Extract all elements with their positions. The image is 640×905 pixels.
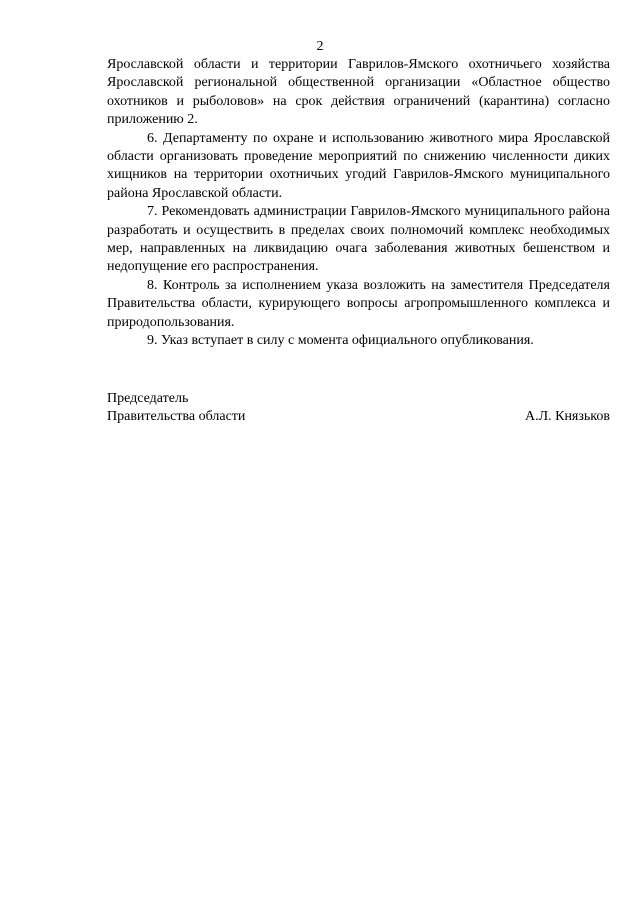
- signatory-title-line1: Председатель: [107, 391, 189, 406]
- paragraph-item-7: 7. Рекомендовать администрации Гаврилов-Ямского муниципального района разработать и осуществить в пределах своих полномочий комплекс необходимых мер, направленных на ликвидацию очага заболевания животных бешенством и недопущение его распространения.: [107, 204, 610, 275]
- page-number: 2: [316, 39, 324, 54]
- signature-row: [107, 408, 610, 426]
- signatory-title-line2: Правительства области: [107, 409, 246, 425]
- paragraph-item-9: 9. Указ вступает в силу с момента официального опубликования.: [147, 333, 534, 349]
- signature-block: [107, 390, 610, 427]
- document-body: [107, 56, 610, 351]
- paragraph-item-8: 8. Контроль за исполнением указа возложить на заместителя Председателя Правительства области, курирующего вопросы агропромышленного комплекса и природопользования.: [107, 277, 610, 330]
- signatory-name: А.Л. Князьков: [525, 409, 610, 425]
- paragraph-item-6: 6. Департаменту по охране и использованию животного мира Ярославской области организовать проведение мероприятий по снижению численности диких хищников на территории охотничьих угодий Гаврилов-Ямского муниципального района Ярославской области.: [107, 130, 610, 201]
- paragraph-continuation: Ярославской области и территории Гаврилов-Ямского охотничьего хозяйства Ярославской региональной общественной организации «Областное общество охотников и рыболовов» на срок действия ограничений (карантина) согласно приложению 2.: [107, 57, 610, 128]
